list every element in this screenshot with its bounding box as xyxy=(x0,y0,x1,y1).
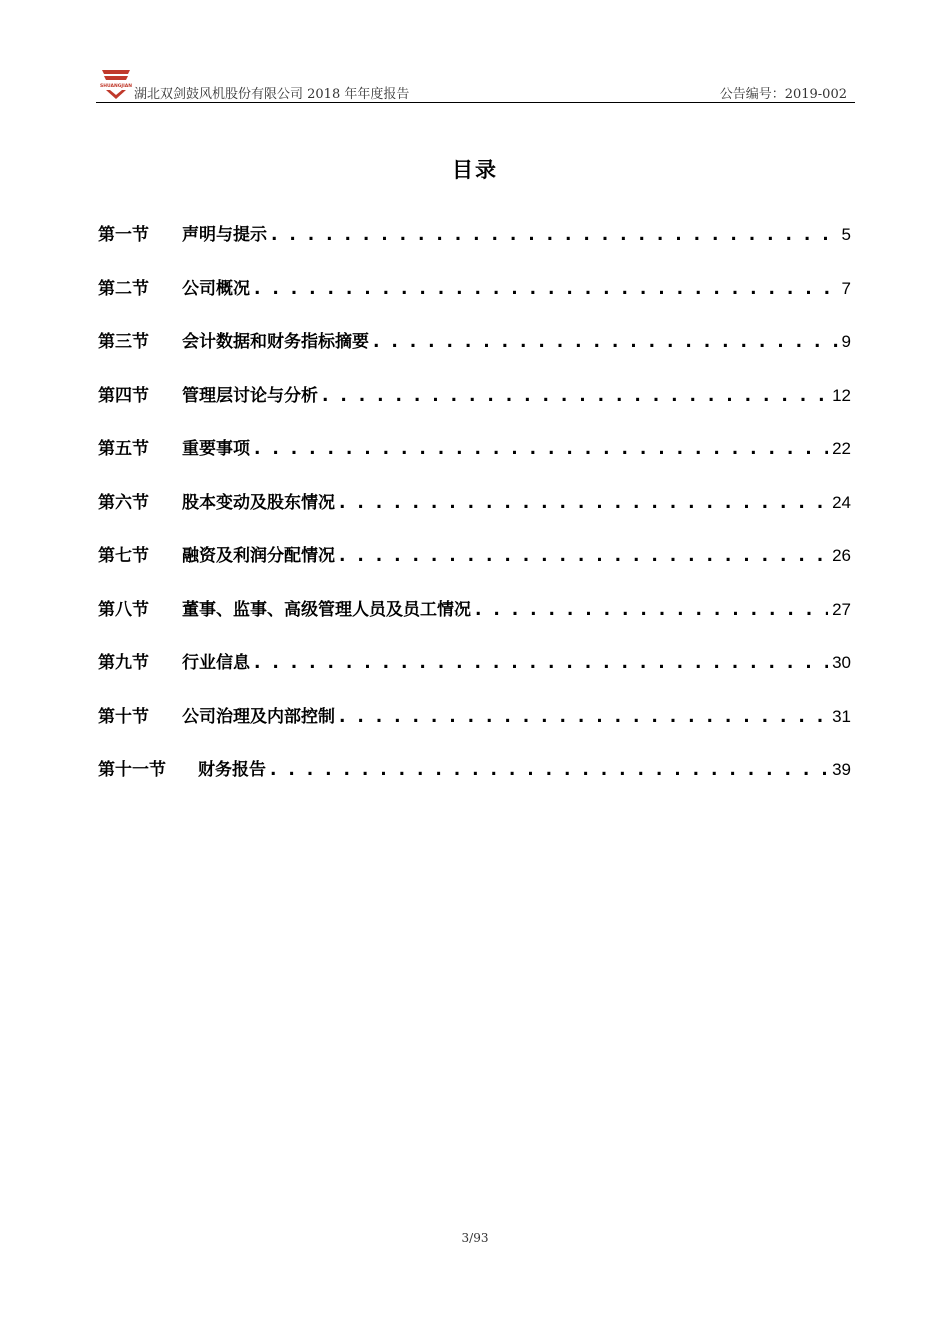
toc-section-title: 董事、监事、高级管理人员及员工情况 xyxy=(182,599,471,620)
toc-page-number: 5 xyxy=(841,225,851,244)
toc-page-number: 27 xyxy=(832,599,851,619)
toc-entry[interactable] xyxy=(98,434,851,488)
toc-section-number: 第四节 xyxy=(98,385,149,406)
toc-section-title: 融资及利润分配情况 xyxy=(182,546,335,566)
toc-page-number: 26 xyxy=(832,546,851,565)
toc-leader-dots xyxy=(254,648,828,678)
toc-leader-dots xyxy=(475,595,828,625)
toc-entry[interactable] xyxy=(98,541,851,595)
page-header xyxy=(96,64,855,103)
announcement-number: 公告编号：2019-002 xyxy=(719,87,847,102)
logo-text: SHUANGJIAN xyxy=(99,84,133,89)
toc-section-number: 第八节 xyxy=(98,599,149,620)
toc-section-number: 第十节 xyxy=(98,706,149,727)
toc-entry[interactable] xyxy=(98,381,851,435)
toc-section-number: 第六节 xyxy=(98,492,149,513)
toc-section-number: 第五节 xyxy=(98,439,149,459)
toc-page-number: 24 xyxy=(832,492,851,512)
page-title: 目录 xyxy=(452,158,498,182)
table-of-contents xyxy=(98,220,851,809)
toc-entry[interactable] xyxy=(98,702,851,756)
toc-section-title: 声明与提示 xyxy=(182,225,267,245)
toc-section-title: 管理层讨论与分析 xyxy=(182,385,318,406)
toc-section-number: 第九节 xyxy=(98,653,149,673)
toc-page-number: 30 xyxy=(832,653,851,672)
toc-leader-dots xyxy=(339,702,828,732)
toc-entry[interactable] xyxy=(98,488,851,542)
toc-leader-dots xyxy=(373,327,838,357)
toc-entry[interactable] xyxy=(98,595,851,649)
page-footer-number: 3/93 xyxy=(461,1231,489,1245)
toc-leader-dots xyxy=(339,488,828,518)
toc-section-title: 股本变动及股东情况 xyxy=(182,492,335,513)
toc-section-number: 第一节 xyxy=(98,225,149,245)
toc-page-number: 7 xyxy=(841,278,851,298)
toc-leader-dots xyxy=(254,434,828,464)
toc-section-title: 公司治理及内部控制 xyxy=(182,706,335,727)
toc-section-number: 第二节 xyxy=(98,278,149,299)
toc-leader-dots xyxy=(254,274,838,304)
toc-entry[interactable] xyxy=(98,327,851,381)
toc-leader-dots xyxy=(339,541,828,571)
toc-leader-dots xyxy=(322,381,828,411)
toc-entry[interactable] xyxy=(98,648,851,702)
toc-page-number: 9 xyxy=(841,332,851,351)
toc-section-title: 会计数据和财务指标摘要 xyxy=(182,332,369,352)
toc-page-number: 39 xyxy=(832,760,851,779)
toc-leader-dots xyxy=(270,755,828,785)
toc-page-number: 31 xyxy=(832,706,851,726)
toc-section-title: 行业信息 xyxy=(182,653,250,673)
toc-entry[interactable] xyxy=(98,274,851,328)
toc-entry[interactable] xyxy=(98,220,851,274)
toc-section-number: 第七节 xyxy=(98,546,149,566)
toc-page-number: 12 xyxy=(832,385,851,405)
toc-section-title: 公司概况 xyxy=(182,278,250,299)
toc-entry[interactable] xyxy=(98,755,851,809)
toc-section-title: 重要事项 xyxy=(182,439,250,459)
company-logo-icon xyxy=(98,66,134,100)
toc-section-number: 第三节 xyxy=(98,332,149,352)
toc-section-title: 财务报告 xyxy=(198,760,266,780)
report-title-header: 湖北双剑鼓风机股份有限公司 2018 年年度报告 xyxy=(134,87,410,102)
toc-leader-dots xyxy=(271,220,838,250)
toc-page-number: 22 xyxy=(832,439,851,458)
toc-section-number: 第十一节 xyxy=(98,760,166,780)
